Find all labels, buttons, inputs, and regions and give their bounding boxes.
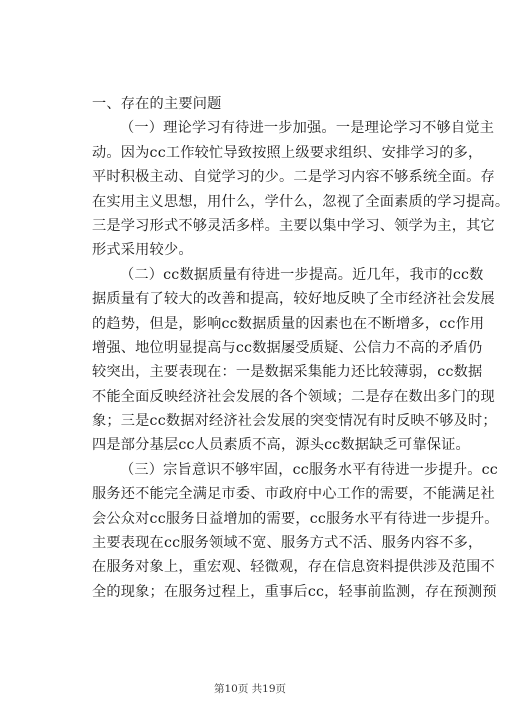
paragraph-1-line-6: 形式采用较少。: [92, 242, 193, 259]
paragraph-3-line-1: （三）宗旨意识不够牢固，cc服务水平有待进一步提升。cc: [120, 461, 498, 478]
paragraph-1-line-1: （一）理论学习有待进一步加强。一是理论学习不够自觉主: [120, 120, 495, 137]
paragraph-2-line-7: 象；三是cc数据对经济社会发展的突变情况有时反映不够及时；: [92, 413, 497, 430]
paragraph-2-line-1: （二）cc数据质量有待进一步提高。近几年，我市的cc数: [120, 266, 484, 283]
paragraph-1-line-4: 在实用主义思想，用什么，学什么，忽视了全面素质的学习提高。: [92, 193, 509, 210]
paragraph-2-line-3: 的趋势，但是，影响cc数据质量的因素也在不断增多，cc作用: [92, 315, 485, 332]
paragraph-2-line-6: 不能全面反映经济社会发展的各个领域；二是存在数出多门的现: [92, 388, 495, 405]
paragraph-2-line-4: 增强、地位明显提高与cc数据屡受质疑、公信力不高的矛盾仍: [92, 339, 483, 356]
paragraph-2-line-8: 四是部分基层cc人员素质不高，源头cc数据缺乏可靠保证。: [92, 437, 470, 454]
paragraph-3-line-6: 全的现象；在服务过程上，重事后cc，轻事前监测，存在预测预: [92, 583, 497, 600]
document-body: [92, 92, 509, 604]
paragraph-3-line-5: 在服务对象上，重宏观、轻微观，存在信息资料提供涉及范围不: [92, 559, 495, 576]
paragraph-1-line-3: 平时积极主动、自觉学习的少。二是学习内容不够系统全面。存: [92, 169, 495, 186]
page-footer: 第10页 共19页: [213, 683, 287, 695]
paragraph-3-line-4: 主要表现在cc服务领域不宽、服务方式不活、服务内容不多，: [92, 535, 483, 552]
paragraph-3-line-2: 服务还不能完全满足市委、市政府中心工作的需要，不能满足社: [92, 486, 495, 503]
section-heading: 一、存在的主要问题: [92, 96, 222, 112]
paragraph-3-line-3: 会公众对cc服务日益增加的需要，cc服务水平有待进一步提升。: [92, 510, 499, 527]
paragraph-1-line-2: 动。因为cc工作较忙导致按照上级要求组织、安排学习的多，: [92, 144, 483, 161]
paragraph-2-line-5: 较突出，主要表现在：一是数据采集能力还比较薄弱，cc数据: [92, 364, 483, 381]
paragraph-1-line-5: 三是学习形式不够灵活多样。主要以集中学习、领学为主，其它: [92, 217, 495, 234]
paragraph-2-line-2: 据质量有了较大的改善和提高，较好地反映了全市经济社会发展: [92, 291, 495, 308]
